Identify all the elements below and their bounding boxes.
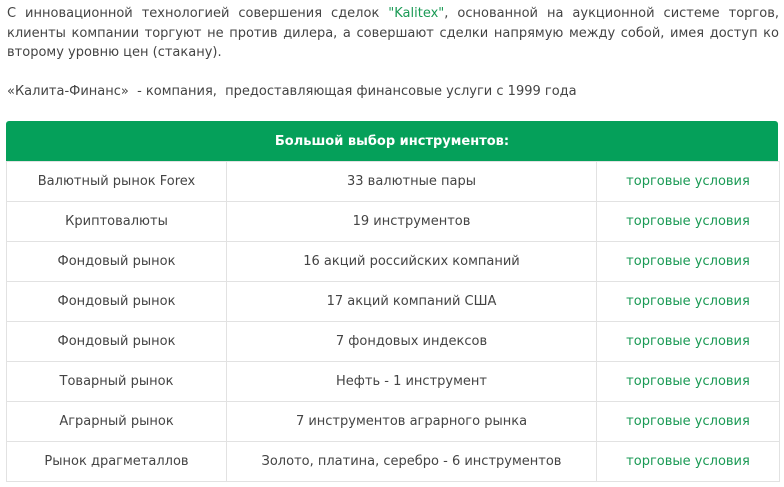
trading-conditions-link[interactable]: торговые условия — [626, 414, 750, 429]
market-cell: Валютный рынок Forex — [7, 162, 227, 202]
company-description: «Калита-Финанс» - компания, предоставляющая финансовые услуги с 1999 года — [7, 84, 577, 99]
table-row — [7, 442, 780, 482]
market-cell: Криптовалюты — [7, 202, 227, 242]
conditions-cell — [597, 202, 780, 242]
instruments-cell: 7 фондовых индексов — [227, 322, 597, 362]
market-cell: Фондовый рынок — [7, 322, 227, 362]
trading-conditions-link[interactable]: торговые условия — [626, 294, 750, 309]
instruments-table-header: Большой выбор инструментов: — [6, 121, 778, 161]
instruments-cell: Золото, платина, серебро - 6 инструментов — [227, 442, 597, 482]
table-row — [7, 402, 780, 442]
market-cell: Фондовый рынок — [7, 282, 227, 322]
kalitex-link[interactable]: "Kalitex" — [388, 6, 445, 21]
market-cell: Фондовый рынок — [7, 242, 227, 282]
table-row — [7, 162, 780, 202]
instruments-cell: Нефть - 1 инструмент — [227, 362, 597, 402]
intro-text-before: С инновационной технологией совершения сделок — [7, 6, 389, 21]
intro-text-after: , основанной на аукционной системе торгов, клиенты компании торгуют не против дилера, а совершают сделки напрямую между собой, имея доступ ко второму уровню цен (стакану). — [7, 6, 779, 60]
trading-conditions-link[interactable]: торговые условия — [626, 254, 750, 269]
trading-conditions-link[interactable]: торговые условия — [626, 454, 750, 469]
conditions-cell — [597, 402, 780, 442]
conditions-cell — [597, 282, 780, 322]
conditions-cell — [597, 362, 780, 402]
conditions-cell — [597, 242, 780, 282]
market-cell: Рынок драгметаллов — [7, 442, 227, 482]
table-row — [7, 242, 780, 282]
table-row — [7, 362, 780, 402]
trading-conditions-link[interactable]: торговые условия — [626, 374, 750, 389]
instruments-table-container — [6, 121, 778, 482]
intro-paragraph — [7, 4, 779, 63]
instruments-cell: 16 акций российских компаний — [227, 242, 597, 282]
trading-conditions-link[interactable]: торговые условия — [626, 174, 750, 189]
conditions-cell — [597, 442, 780, 482]
conditions-cell — [597, 162, 780, 202]
instruments-cell: 17 акций компаний США — [227, 282, 597, 322]
market-cell: Товарный рынок — [7, 362, 227, 402]
table-row — [7, 282, 780, 322]
market-cell: Аграрный рынок — [7, 402, 227, 442]
instruments-cell: 33 валютные пары — [227, 162, 597, 202]
conditions-cell — [597, 322, 780, 362]
trading-conditions-link[interactable]: торговые условия — [626, 334, 750, 349]
instruments-cell: 7 инструментов аграрного рынка — [227, 402, 597, 442]
instruments-cell: 19 инструментов — [227, 202, 597, 242]
table-row — [7, 202, 780, 242]
trading-conditions-link[interactable]: торговые условия — [626, 214, 750, 229]
table-row — [7, 322, 780, 362]
instruments-table — [6, 161, 780, 482]
